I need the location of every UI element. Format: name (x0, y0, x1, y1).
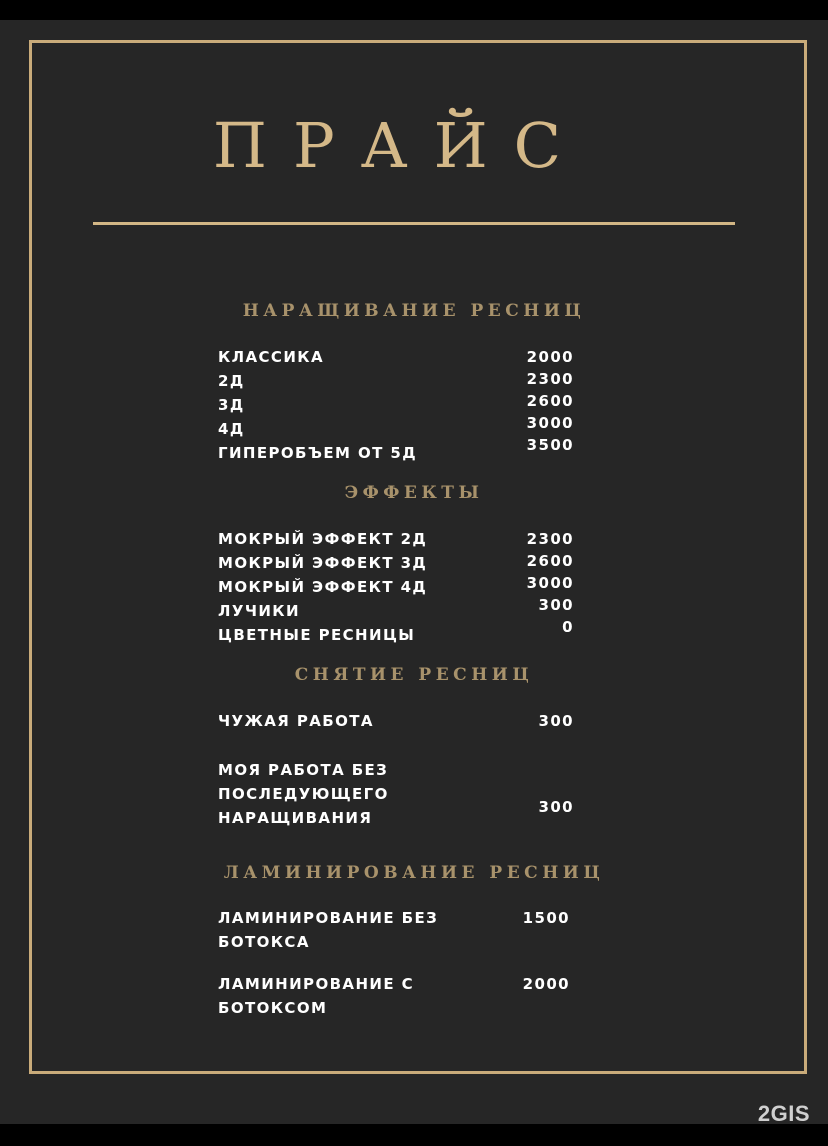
list-item: МОКРЫЙ ЭФФЕКТ 2Д (218, 530, 428, 548)
title-divider (93, 222, 735, 225)
list-item-line: ЛАМИНИРОВАНИЕ БЕЗ (218, 909, 439, 927)
list-item: ЧУЖАЯ РАБОТА (218, 712, 374, 730)
list-item-line: НАРАЩИВАНИЯ (218, 809, 373, 827)
list-item-line: МОЯ РАБОТА БЕЗ (218, 761, 389, 779)
list-item-line: БОТОКСОМ (218, 999, 328, 1017)
list-item-line: ЛАМИНИРОВАНИЕ С (218, 975, 415, 993)
section-heading-effects: ЭФФЕКТЫ (344, 483, 484, 503)
section-heading-extensions: НАРАЩИВАНИЕ РЕСНИЦ (242, 301, 586, 321)
item-price: 300 (538, 596, 574, 614)
item-price: 2600 (526, 552, 574, 570)
list-item: ЛУЧИКИ (218, 602, 300, 620)
list-item: МОКРЫЙ ЭФФЕКТ 4Д (218, 578, 428, 596)
list-item: ЦВЕТНЫЕ РЕСНИЦЫ (218, 626, 416, 644)
item-price: 300 (538, 712, 574, 730)
list-item: 4Д (218, 420, 245, 438)
list-item: 3Д (218, 396, 245, 414)
list-item: ГИПЕРОБЪЕМ ОТ 5Д (218, 444, 417, 462)
item-price: 3000 (526, 574, 574, 592)
section-heading-lamination: ЛАМИНИРОВАНИЕ РЕСНИЦ (223, 863, 605, 883)
section-heading-removal: СНЯТИЕ РЕСНИЦ (294, 665, 534, 685)
list-item-line: БОТОКСА (218, 933, 310, 951)
item-price: 1500 (522, 909, 570, 927)
list-item: 2Д (218, 372, 245, 390)
list-item: КЛАССИКА (218, 348, 324, 366)
item-price: 2000 (522, 975, 570, 993)
list-item: МОКРЫЙ ЭФФЕКТ 3Д (218, 554, 428, 572)
item-price: 3500 (526, 436, 574, 454)
item-price: 300 (538, 798, 574, 816)
page-title: ПРАЙС (212, 109, 588, 182)
2gis-watermark: 2GIS (757, 1101, 810, 1126)
item-price: 2300 (526, 530, 574, 548)
item-price: 0 (562, 618, 574, 636)
item-price: 2600 (526, 392, 574, 410)
item-price: 3000 (526, 414, 574, 432)
item-price: 2000 (526, 348, 574, 366)
item-price: 2300 (526, 370, 574, 388)
list-item-line: ПОСЛЕДУЮЩЕГО (218, 785, 389, 803)
